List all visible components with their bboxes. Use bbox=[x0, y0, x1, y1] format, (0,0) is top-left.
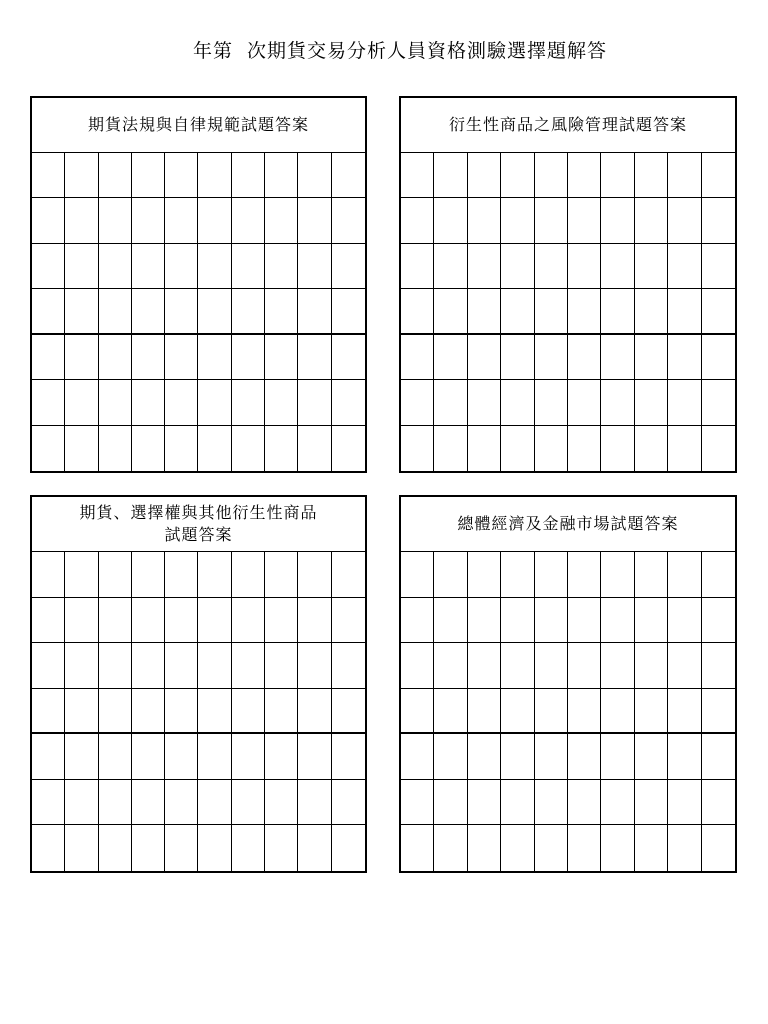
answer-cell[interactable] bbox=[232, 153, 265, 198]
answer-cell[interactable] bbox=[32, 734, 65, 780]
answer-cell[interactable] bbox=[332, 598, 365, 644]
answer-cell[interactable] bbox=[601, 380, 634, 425]
answer-grid bbox=[32, 552, 365, 871]
answer-cell[interactable] bbox=[132, 244, 165, 289]
answer-cell[interactable] bbox=[99, 198, 132, 243]
answer-cell[interactable] bbox=[568, 244, 601, 289]
answer-cell[interactable] bbox=[635, 643, 668, 689]
answer-cell[interactable] bbox=[132, 643, 165, 689]
answer-cell[interactable] bbox=[568, 598, 601, 644]
answer-cell[interactable] bbox=[434, 643, 467, 689]
answer-cell[interactable] bbox=[468, 335, 501, 380]
answer-cell[interactable] bbox=[668, 198, 701, 243]
answer-cell[interactable] bbox=[32, 153, 65, 198]
answer-cell[interactable] bbox=[434, 689, 467, 735]
answer-cell[interactable] bbox=[265, 335, 298, 380]
answer-cell[interactable] bbox=[702, 244, 735, 289]
answer-cell[interactable] bbox=[132, 689, 165, 735]
answer-cell[interactable] bbox=[501, 380, 534, 425]
panel-title bbox=[32, 497, 365, 552]
answer-cell[interactable] bbox=[535, 198, 568, 243]
panel-title-lines bbox=[79, 502, 317, 546]
panel-title-text: 期貨法規與自律規範試題答案 bbox=[87, 115, 309, 134]
answer-cell[interactable] bbox=[568, 825, 601, 871]
answer-cell[interactable] bbox=[401, 825, 434, 871]
answer-cell[interactable] bbox=[132, 825, 165, 871]
answer-cell[interactable] bbox=[434, 335, 467, 380]
answer-cell[interactable] bbox=[568, 198, 601, 243]
answer-cell[interactable] bbox=[232, 734, 265, 780]
answer-cell[interactable] bbox=[132, 598, 165, 644]
answer-cell[interactable] bbox=[468, 689, 501, 735]
answer-cell[interactable] bbox=[132, 380, 165, 425]
answer-cell[interactable] bbox=[568, 426, 601, 471]
answer-cell[interactable] bbox=[132, 335, 165, 380]
answer-cell[interactable] bbox=[298, 643, 331, 689]
answer-cell[interactable] bbox=[401, 426, 434, 471]
answer-cell[interactable] bbox=[568, 689, 601, 735]
answer-cell[interactable] bbox=[702, 426, 735, 471]
answer-cell[interactable] bbox=[401, 780, 434, 826]
answer-cell[interactable] bbox=[468, 198, 501, 243]
answer-cell[interactable] bbox=[401, 198, 434, 243]
answer-cell[interactable] bbox=[501, 153, 534, 198]
answer-cell[interactable] bbox=[132, 289, 165, 334]
answer-cell[interactable] bbox=[568, 552, 601, 598]
answer-cell[interactable] bbox=[668, 780, 701, 826]
answer-cell[interactable] bbox=[501, 598, 534, 644]
answer-cell[interactable] bbox=[265, 244, 298, 289]
answer-cell[interactable] bbox=[535, 153, 568, 198]
answer-cell[interactable] bbox=[132, 426, 165, 471]
panel-futures-options-derivatives bbox=[30, 495, 367, 873]
answer-cell[interactable] bbox=[401, 289, 434, 334]
answer-cell[interactable] bbox=[401, 734, 434, 780]
answer-cell[interactable] bbox=[65, 198, 98, 243]
answer-cell[interactable] bbox=[535, 598, 568, 644]
answer-cell[interactable] bbox=[198, 198, 231, 243]
answer-cell[interactable] bbox=[702, 689, 735, 735]
answer-cell[interactable] bbox=[65, 289, 98, 334]
answer-cell[interactable] bbox=[232, 426, 265, 471]
answer-cell[interactable] bbox=[501, 643, 534, 689]
answer-cell[interactable] bbox=[198, 552, 231, 598]
answer-cell[interactable] bbox=[99, 426, 132, 471]
answer-cell[interactable] bbox=[232, 380, 265, 425]
answer-cell[interactable] bbox=[65, 244, 98, 289]
answer-cell[interactable] bbox=[132, 734, 165, 780]
answer-cell[interactable] bbox=[468, 244, 501, 289]
answer-cell[interactable] bbox=[298, 153, 331, 198]
answer-cell[interactable] bbox=[332, 643, 365, 689]
answer-grid bbox=[32, 153, 365, 471]
answer-cell[interactable] bbox=[601, 552, 634, 598]
answer-cell[interactable] bbox=[568, 380, 601, 425]
answer-cell[interactable] bbox=[434, 780, 467, 826]
panel-title-line-2: 試題答案 bbox=[164, 525, 233, 544]
answer-cell[interactable] bbox=[332, 289, 365, 334]
answer-cell[interactable] bbox=[32, 598, 65, 644]
answer-cell[interactable] bbox=[468, 643, 501, 689]
answer-cell[interactable] bbox=[668, 598, 701, 644]
answer-cell[interactable] bbox=[132, 552, 165, 598]
answer-cell[interactable] bbox=[198, 244, 231, 289]
answer-cell[interactable] bbox=[298, 598, 331, 644]
answer-cell[interactable] bbox=[635, 734, 668, 780]
answer-cell[interactable] bbox=[165, 643, 198, 689]
answer-cell[interactable] bbox=[265, 289, 298, 334]
answer-cell[interactable] bbox=[434, 426, 467, 471]
answer-cell[interactable] bbox=[601, 244, 634, 289]
answer-cell[interactable] bbox=[702, 825, 735, 871]
answer-cell[interactable] bbox=[601, 825, 634, 871]
answer-cell[interactable] bbox=[501, 244, 534, 289]
answer-cell[interactable] bbox=[601, 598, 634, 644]
answer-cell[interactable] bbox=[535, 335, 568, 380]
answer-cell[interactable] bbox=[635, 780, 668, 826]
answer-cell[interactable] bbox=[65, 598, 98, 644]
answer-cell[interactable] bbox=[198, 426, 231, 471]
answer-cell[interactable] bbox=[232, 643, 265, 689]
answer-cell[interactable] bbox=[535, 380, 568, 425]
answer-cell[interactable] bbox=[265, 689, 298, 735]
answer-cell[interactable] bbox=[298, 552, 331, 598]
answer-cell[interactable] bbox=[702, 598, 735, 644]
answer-cell[interactable] bbox=[668, 335, 701, 380]
answer-cell[interactable] bbox=[668, 289, 701, 334]
answer-cell[interactable] bbox=[99, 689, 132, 735]
answer-cell[interactable] bbox=[401, 552, 434, 598]
answer-cell[interactable] bbox=[468, 734, 501, 780]
answer-grid bbox=[401, 552, 735, 871]
answer-cell[interactable] bbox=[332, 335, 365, 380]
answer-cell[interactable] bbox=[635, 244, 668, 289]
answer-cell[interactable] bbox=[668, 153, 701, 198]
answer-cell[interactable] bbox=[668, 380, 701, 425]
answer-cell[interactable] bbox=[635, 335, 668, 380]
answer-cell[interactable] bbox=[32, 380, 65, 425]
answer-cell[interactable] bbox=[702, 153, 735, 198]
answer-cell[interactable] bbox=[635, 198, 668, 243]
answer-cell[interactable] bbox=[65, 734, 98, 780]
answer-cell[interactable] bbox=[298, 780, 331, 826]
answer-cell[interactable] bbox=[165, 380, 198, 425]
answer-cell[interactable] bbox=[298, 380, 331, 425]
answer-cell[interactable] bbox=[198, 289, 231, 334]
answer-cell[interactable] bbox=[535, 426, 568, 471]
answer-cell[interactable] bbox=[601, 335, 634, 380]
answer-cell[interactable] bbox=[635, 426, 668, 471]
answer-cell[interactable] bbox=[468, 289, 501, 334]
answer-cell[interactable] bbox=[32, 198, 65, 243]
answer-cell[interactable] bbox=[332, 153, 365, 198]
answer-cell[interactable] bbox=[99, 380, 132, 425]
answer-cell[interactable] bbox=[535, 689, 568, 735]
answer-cell[interactable] bbox=[702, 380, 735, 425]
answer-cell[interactable] bbox=[298, 426, 331, 471]
answer-cell[interactable] bbox=[298, 335, 331, 380]
answer-cell[interactable] bbox=[332, 380, 365, 425]
answer-cell[interactable] bbox=[265, 426, 298, 471]
answer-cell[interactable] bbox=[265, 780, 298, 826]
answer-cell[interactable] bbox=[65, 380, 98, 425]
answer-cell[interactable] bbox=[232, 244, 265, 289]
answer-cell[interactable] bbox=[32, 426, 65, 471]
answer-cell[interactable] bbox=[165, 244, 198, 289]
answer-cell[interactable] bbox=[668, 825, 701, 871]
answer-cell[interactable] bbox=[198, 689, 231, 735]
answer-cell[interactable] bbox=[501, 825, 534, 871]
answer-cell[interactable] bbox=[298, 198, 331, 243]
answer-cell[interactable] bbox=[702, 198, 735, 243]
answer-cell[interactable] bbox=[401, 153, 434, 198]
panel-title-line-1: 期貨、選擇權與其他衍生性商品 bbox=[79, 503, 318, 522]
answer-cell[interactable] bbox=[668, 689, 701, 735]
answer-cell[interactable] bbox=[501, 335, 534, 380]
answer-cell[interactable] bbox=[198, 780, 231, 826]
answer-cell[interactable] bbox=[535, 289, 568, 334]
answer-cell[interactable] bbox=[32, 643, 65, 689]
answer-cell[interactable] bbox=[434, 198, 467, 243]
answer-cell[interactable] bbox=[32, 335, 65, 380]
answer-cell[interactable] bbox=[568, 734, 601, 780]
answer-cell[interactable] bbox=[165, 598, 198, 644]
answer-cell[interactable] bbox=[601, 426, 634, 471]
answer-cell[interactable] bbox=[434, 380, 467, 425]
answer-cell[interactable] bbox=[668, 244, 701, 289]
answer-cell[interactable] bbox=[265, 643, 298, 689]
answer-cell[interactable] bbox=[165, 689, 198, 735]
answer-cell[interactable] bbox=[198, 598, 231, 644]
answer-cell[interactable] bbox=[501, 552, 534, 598]
answer-cell[interactable] bbox=[198, 643, 231, 689]
answer-cell[interactable] bbox=[702, 335, 735, 380]
answer-cell[interactable] bbox=[401, 643, 434, 689]
answer-cell[interactable] bbox=[65, 153, 98, 198]
answer-cell[interactable] bbox=[401, 335, 434, 380]
answer-cell[interactable] bbox=[702, 780, 735, 826]
answer-cell[interactable] bbox=[232, 335, 265, 380]
answer-cell[interactable] bbox=[32, 289, 65, 334]
answer-cell[interactable] bbox=[99, 643, 132, 689]
answer-cell[interactable] bbox=[198, 335, 231, 380]
answer-cell[interactable] bbox=[132, 780, 165, 826]
answer-cell[interactable] bbox=[265, 380, 298, 425]
answer-cell[interactable] bbox=[32, 689, 65, 735]
answer-cell[interactable] bbox=[165, 426, 198, 471]
answer-cell[interactable] bbox=[332, 244, 365, 289]
answer-cell[interactable] bbox=[232, 552, 265, 598]
panel-macroeconomics-financial-markets bbox=[399, 495, 737, 873]
answer-grid bbox=[401, 153, 735, 471]
answer-cell[interactable] bbox=[468, 426, 501, 471]
answer-cell[interactable] bbox=[232, 598, 265, 644]
answer-cell[interactable] bbox=[332, 198, 365, 243]
answer-cell[interactable] bbox=[198, 734, 231, 780]
answer-cell[interactable] bbox=[535, 552, 568, 598]
answer-cell[interactable] bbox=[99, 244, 132, 289]
answer-cell[interactable] bbox=[635, 552, 668, 598]
answer-cell[interactable] bbox=[535, 244, 568, 289]
answer-cell[interactable] bbox=[668, 426, 701, 471]
answer-cell[interactable] bbox=[568, 335, 601, 380]
answer-cell[interactable] bbox=[668, 552, 701, 598]
answer-cell[interactable] bbox=[332, 825, 365, 871]
answer-cell[interactable] bbox=[434, 244, 467, 289]
answer-cell[interactable] bbox=[635, 380, 668, 425]
answer-cell[interactable] bbox=[99, 153, 132, 198]
answer-cell[interactable] bbox=[332, 780, 365, 826]
answer-cell[interactable] bbox=[401, 598, 434, 644]
answer-cell[interactable] bbox=[165, 153, 198, 198]
answer-cell[interactable] bbox=[65, 426, 98, 471]
answer-cell[interactable] bbox=[99, 825, 132, 871]
answer-cell[interactable] bbox=[232, 825, 265, 871]
answer-cell[interactable] bbox=[568, 289, 601, 334]
answer-cell[interactable] bbox=[165, 335, 198, 380]
answer-cell[interactable] bbox=[65, 552, 98, 598]
answer-cell[interactable] bbox=[702, 734, 735, 780]
answer-cell[interactable] bbox=[332, 552, 365, 598]
answer-cell[interactable] bbox=[668, 643, 701, 689]
answer-cell[interactable] bbox=[468, 380, 501, 425]
answer-cell[interactable] bbox=[99, 552, 132, 598]
answer-cell[interactable] bbox=[65, 780, 98, 826]
answer-cell[interactable] bbox=[468, 825, 501, 871]
answer-cell[interactable] bbox=[99, 780, 132, 826]
answer-cell[interactable] bbox=[601, 734, 634, 780]
answer-cell[interactable] bbox=[99, 734, 132, 780]
answer-cell[interactable] bbox=[702, 643, 735, 689]
answer-cell[interactable] bbox=[165, 552, 198, 598]
answer-cell[interactable] bbox=[635, 689, 668, 735]
answer-cell[interactable] bbox=[32, 552, 65, 598]
answer-cell[interactable] bbox=[65, 689, 98, 735]
answer-cell[interactable] bbox=[265, 198, 298, 243]
answer-cell[interactable] bbox=[265, 153, 298, 198]
panel-futures-regulations bbox=[30, 96, 367, 473]
answer-cell[interactable] bbox=[468, 153, 501, 198]
panel-title bbox=[401, 98, 735, 153]
answer-cell[interactable] bbox=[568, 643, 601, 689]
answer-cell[interactable] bbox=[32, 780, 65, 826]
answer-cell[interactable] bbox=[434, 552, 467, 598]
answer-cell[interactable] bbox=[232, 780, 265, 826]
answer-cell[interactable] bbox=[601, 153, 634, 198]
answer-cell[interactable] bbox=[165, 825, 198, 871]
answer-cell[interactable] bbox=[332, 734, 365, 780]
answer-cell[interactable] bbox=[265, 598, 298, 644]
answer-cell[interactable] bbox=[298, 689, 331, 735]
answer-cell[interactable] bbox=[601, 643, 634, 689]
answer-cell[interactable] bbox=[601, 780, 634, 826]
answer-cell[interactable] bbox=[165, 780, 198, 826]
panel-title-text: 衍生性商品之風險管理試題答案 bbox=[448, 115, 687, 134]
answer-cell[interactable] bbox=[232, 198, 265, 243]
answer-cell[interactable] bbox=[99, 335, 132, 380]
answer-cell[interactable] bbox=[535, 643, 568, 689]
answer-cell[interactable] bbox=[468, 780, 501, 826]
answer-cell[interactable] bbox=[601, 689, 634, 735]
answer-cell[interactable] bbox=[568, 153, 601, 198]
answer-cell[interactable] bbox=[635, 289, 668, 334]
answer-cell[interactable] bbox=[434, 289, 467, 334]
answer-cell[interactable] bbox=[99, 289, 132, 334]
answer-cell[interactable] bbox=[332, 426, 365, 471]
answer-cell[interactable] bbox=[601, 289, 634, 334]
panel-title bbox=[32, 98, 365, 153]
answer-cell[interactable] bbox=[434, 825, 467, 871]
answer-cell[interactable] bbox=[265, 825, 298, 871]
answer-cell[interactable] bbox=[165, 289, 198, 334]
answer-cell[interactable] bbox=[668, 734, 701, 780]
answer-cell[interactable] bbox=[298, 734, 331, 780]
answer-cell[interactable] bbox=[132, 153, 165, 198]
answer-cell[interactable] bbox=[265, 734, 298, 780]
answer-cell[interactable] bbox=[568, 780, 601, 826]
answer-cell[interactable] bbox=[535, 825, 568, 871]
answer-cell[interactable] bbox=[298, 244, 331, 289]
answer-cell[interactable] bbox=[65, 825, 98, 871]
answer-cell[interactable] bbox=[298, 825, 331, 871]
answer-cell[interactable] bbox=[65, 335, 98, 380]
answer-cell[interactable] bbox=[501, 689, 534, 735]
answer-cell[interactable] bbox=[132, 198, 165, 243]
answer-cell[interactable] bbox=[434, 153, 467, 198]
answer-cell[interactable] bbox=[501, 289, 534, 334]
answer-cell[interactable] bbox=[501, 780, 534, 826]
answer-cell[interactable] bbox=[501, 198, 534, 243]
page-title: 年第 次期貨交易分析人員資格測驗選擇題解答 bbox=[192, 40, 608, 62]
panel-title-text: 總體經濟及金融市場試題答案 bbox=[457, 514, 679, 533]
answer-cell[interactable] bbox=[232, 689, 265, 735]
answer-cell[interactable] bbox=[535, 780, 568, 826]
answer-cell[interactable] bbox=[468, 552, 501, 598]
answer-cell[interactable] bbox=[501, 426, 534, 471]
answer-cell[interactable] bbox=[635, 153, 668, 198]
answer-cell[interactable] bbox=[401, 244, 434, 289]
answer-cell[interactable] bbox=[401, 380, 434, 425]
answer-cell[interactable] bbox=[635, 825, 668, 871]
answer-cell[interactable] bbox=[265, 552, 298, 598]
answer-cell[interactable] bbox=[401, 689, 434, 735]
answer-cell[interactable] bbox=[535, 734, 568, 780]
answer-cell[interactable] bbox=[635, 598, 668, 644]
answer-cell[interactable] bbox=[601, 198, 634, 243]
answer-cell[interactable] bbox=[434, 734, 467, 780]
answer-cell[interactable] bbox=[65, 643, 98, 689]
answer-cell[interactable] bbox=[298, 289, 331, 334]
answer-cell[interactable] bbox=[198, 153, 231, 198]
answer-cell[interactable] bbox=[232, 289, 265, 334]
panel-derivatives-risk-management bbox=[399, 96, 737, 473]
answer-cell[interactable] bbox=[702, 289, 735, 334]
answer-cell[interactable] bbox=[468, 598, 501, 644]
answer-cell[interactable] bbox=[32, 244, 65, 289]
answer-cell[interactable] bbox=[198, 825, 231, 871]
answer-cell[interactable] bbox=[198, 380, 231, 425]
answer-cell[interactable] bbox=[702, 552, 735, 598]
answer-cell[interactable] bbox=[99, 598, 132, 644]
answer-cell[interactable] bbox=[165, 734, 198, 780]
answer-cell[interactable] bbox=[32, 825, 65, 871]
answer-cell[interactable] bbox=[434, 598, 467, 644]
answer-cell[interactable] bbox=[332, 689, 365, 735]
panel-title bbox=[401, 497, 735, 552]
answer-cell[interactable] bbox=[165, 198, 198, 243]
answer-cell[interactable] bbox=[501, 734, 534, 780]
